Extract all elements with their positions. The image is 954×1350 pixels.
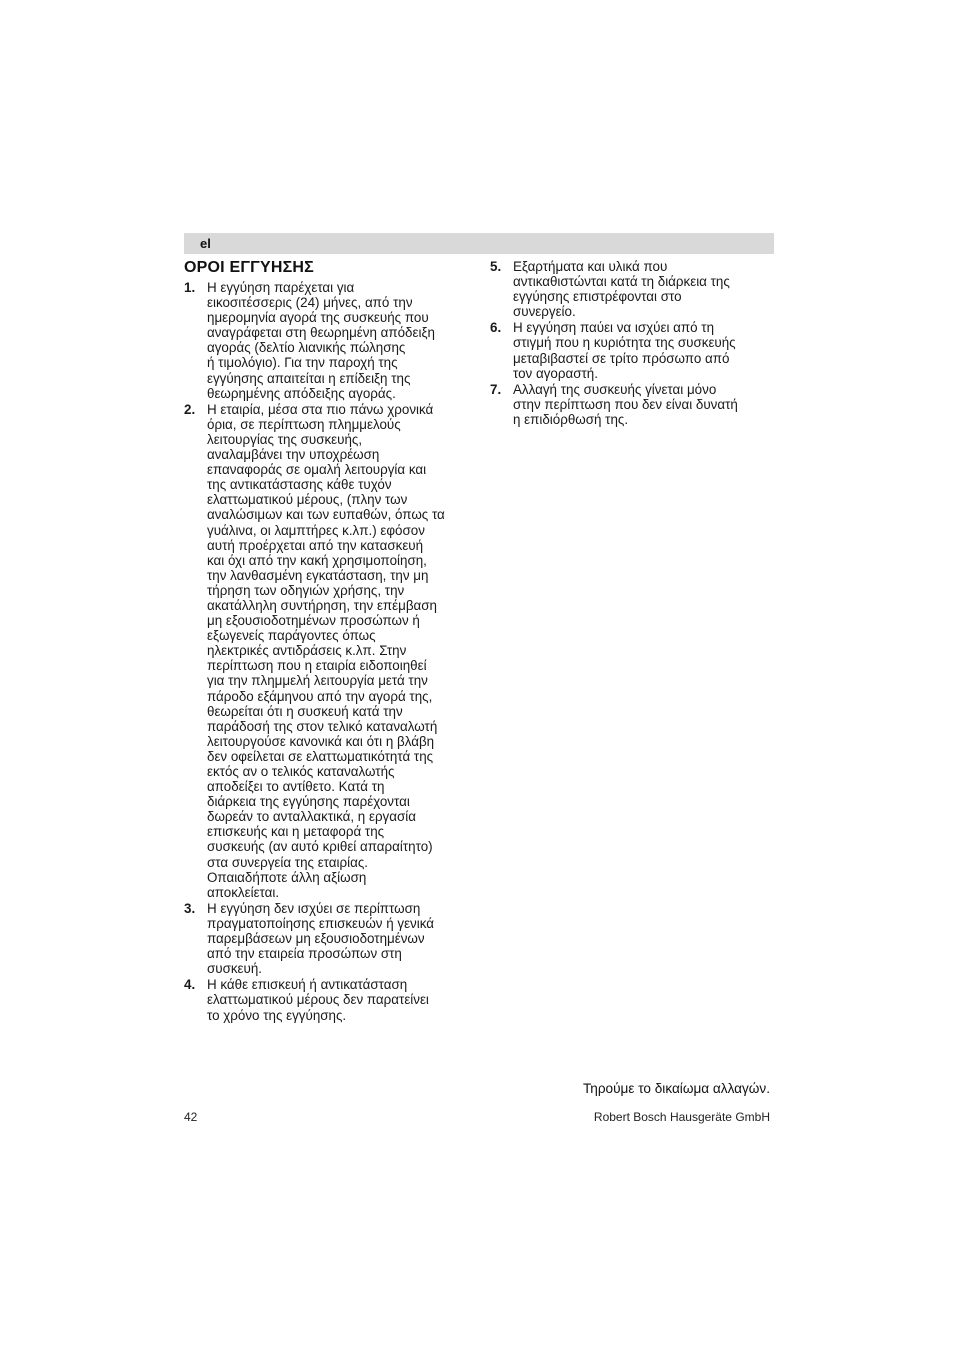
term-text-line: στην περίπτωση που δεν είναι δυνατή (513, 396, 738, 412)
warranty-terms-right-column (490, 259, 780, 428)
warranty-term-item (184, 280, 474, 401)
warranty-term-item (184, 402, 474, 900)
term-text-line: πάροδο εξάμηνου από την αγορά της, (207, 688, 433, 704)
term-text-line: Αλλαγή της συσκευής γίνεται μόνο (513, 381, 717, 397)
term-text-line: εικοσιτέσσερις (24) μήνες, από την (207, 295, 413, 311)
term-text-line: αυτή προέρχεται από την κατασκευή (207, 537, 424, 553)
term-number: 7. (490, 381, 502, 397)
term-text-line: της αντικατάστασης κάθε τυχόν (207, 477, 392, 493)
term-text-line: η επιδιόρθωσή της. (513, 411, 629, 427)
term-text-line: παρεμβάσεων μη εξουσιοδοτημένων (207, 931, 425, 947)
term-text (513, 259, 780, 319)
term-text-line: ελαττωματικού μέρους δεν παρατείνει (207, 992, 429, 1008)
term-number: 1. (184, 280, 196, 295)
term-text-line: επαναφοράς σε ομαλή λειτουργία και (207, 462, 427, 478)
term-text-line: συνεργείο. (513, 304, 576, 320)
warranty-term-item (184, 901, 474, 976)
term-number: 2. (184, 401, 196, 417)
term-text-line: Οπαιαδήποτε άλλη αξίωση (207, 869, 367, 885)
term-text-line: εκτός αν ο τελικός καταναλωτής (207, 764, 395, 779)
term-text-line: δωρεάν το ανταλλακτικά, η εργασία (207, 809, 416, 825)
term-text-line: τον αγοραστή. (513, 365, 598, 381)
term-text (207, 977, 474, 1022)
term-text-line: Η εγγύηση παύει να ισχύει από τη (513, 320, 715, 336)
term-text (513, 320, 780, 380)
term-text-line: εξωγενείς παράγοντες όπως (207, 628, 376, 644)
term-number: 3. (184, 900, 196, 916)
term-text-line: μεταβιβαστεί σε τρίτο πρόσωπο από (513, 350, 730, 366)
term-text-line: Η εταιρία, μέσα στα πιο πάνω χρονικά (207, 401, 434, 417)
page-number: 42 (184, 1110, 198, 1124)
term-text-line: ελαττωματικού μέρους, (πλην των (207, 492, 408, 508)
term-text-line: ή τιμολόγιο). Για την παροχή της (207, 355, 398, 371)
term-text-line: περίπτωση που η εταιρία ειδοποιηθεί (207, 658, 427, 674)
term-text-line: Η εγγύηση δεν ισχύει σε περίπτωση (207, 900, 421, 916)
term-text-line: το χρόνο της εγγύησης. (207, 1007, 347, 1023)
term-text-line: αποκλείεται. (207, 884, 280, 900)
term-text-line: από την εταιρεία προσώπων στη (207, 946, 402, 962)
term-number: 5. (490, 259, 502, 274)
term-text-line: Η εγγύηση παρέχεται για (207, 280, 355, 295)
warranty-term-item (490, 320, 780, 380)
term-text-line: λειτουργούσε κανονικά και ότι η βλάβη (207, 733, 435, 749)
term-text (207, 901, 474, 976)
term-text-line: αγοράς (δελτίο λιανικής πώλησης (207, 340, 406, 356)
term-text-line: για την πλημμελή λειτουργία μετά την (207, 673, 428, 689)
term-text-line: διάρκεια της εγγύησης παρέχονται (207, 794, 410, 810)
term-number: 6. (490, 320, 502, 336)
company-name: Robert Bosch Hausgeräte GmbH (593, 1110, 770, 1124)
term-text-line: γυάλινα, οι λαμπτήρες κ.λπ.) εφόσον (207, 522, 425, 538)
term-text-line: συσκευής (αν αυτό κριθεί απαραίτητο) (207, 839, 433, 855)
term-text-line: και όχι από την κακή χρησιμοποίηση, (207, 552, 427, 568)
term-text-line: αναλώσιμων και των ευπαθών, όπως τα (207, 507, 445, 523)
language-bar (184, 233, 774, 254)
term-text-line: Εξαρτήματα και υλικά που (513, 259, 668, 274)
term-text-line: την λανθασμένη εγκατάσταση, την μη (207, 567, 429, 583)
term-text (513, 382, 780, 427)
page-title: ΟΡΟΙ ΕΓΓΥΗΣΗΣ (184, 259, 314, 276)
language-code: el (200, 236, 211, 251)
term-text-line: αντικαθιστώνται κατά τη διάρκεια της (513, 274, 730, 290)
term-text-line: ημερομηνία αγορά της συσκευής που (207, 310, 429, 326)
warranty-term-item (490, 382, 780, 427)
term-text-line: επισκευής και η μεταφορά της (207, 824, 385, 840)
term-text-line: παράδοσή της στον τελικό καταναλωτή (207, 718, 438, 734)
term-number: 4. (184, 977, 196, 993)
term-text-line: στα συνεργεία της εταιρίας. (207, 854, 369, 870)
term-text-line: αναλαμβάνει την υποχρέωση (207, 447, 380, 463)
term-text-line: δεν οφείλεται σε ελαττωματικότητά της (207, 748, 434, 764)
term-text-line: μη εξουσιοδοτημένων προσώπων ή (207, 613, 420, 629)
term-text-line: όρια, σε περίπτωση πλημμελούς (207, 416, 401, 432)
term-text (207, 280, 474, 401)
term-text-line: συσκευή. (207, 961, 263, 977)
term-text-line: ακατάλληλη συντήρηση, την επέμβαση (207, 597, 437, 613)
term-text-line: στιγμή που η κυριότητα της συσκευής (513, 335, 736, 351)
term-text-line: θεωρημένης απόδειξης αγοράς. (207, 385, 396, 401)
term-text-line: αναγράφεται στη θεωρημένη απόδειξη (207, 325, 435, 341)
term-text-line: ηλεκτρικές αντιδράσεις κ.λπ. Στην (207, 643, 407, 659)
term-text-line: εγγύησης επιστρέφονται στο (513, 289, 682, 305)
term-text-line: πραγματοποίησης επισκευών ή γενικά (207, 915, 434, 931)
rights-reserved-note: Τηρούμε το δικαίωμα αλλαγών. (582, 1081, 770, 1096)
warranty-term-item (490, 259, 780, 319)
term-text-line: τήρηση των οδηγιών χρήσης, την (207, 582, 405, 598)
term-text-line: λειτουργίας της συσκευής, (207, 431, 363, 447)
term-text (207, 402, 474, 900)
warranty-term-item (184, 977, 474, 1022)
term-text-line: θεωρείται ότι η συσκευή κατά την (207, 703, 403, 719)
term-text-line: εγγύησης απαιτείται η επίδειξη της (207, 370, 411, 386)
term-text-line: Η κάθε επισκευή ή αντικατάσταση (207, 977, 408, 993)
term-text-line: αποδείξει το αντίθετο. Κατά τη (207, 779, 385, 795)
warranty-terms-left-column (184, 280, 474, 1024)
